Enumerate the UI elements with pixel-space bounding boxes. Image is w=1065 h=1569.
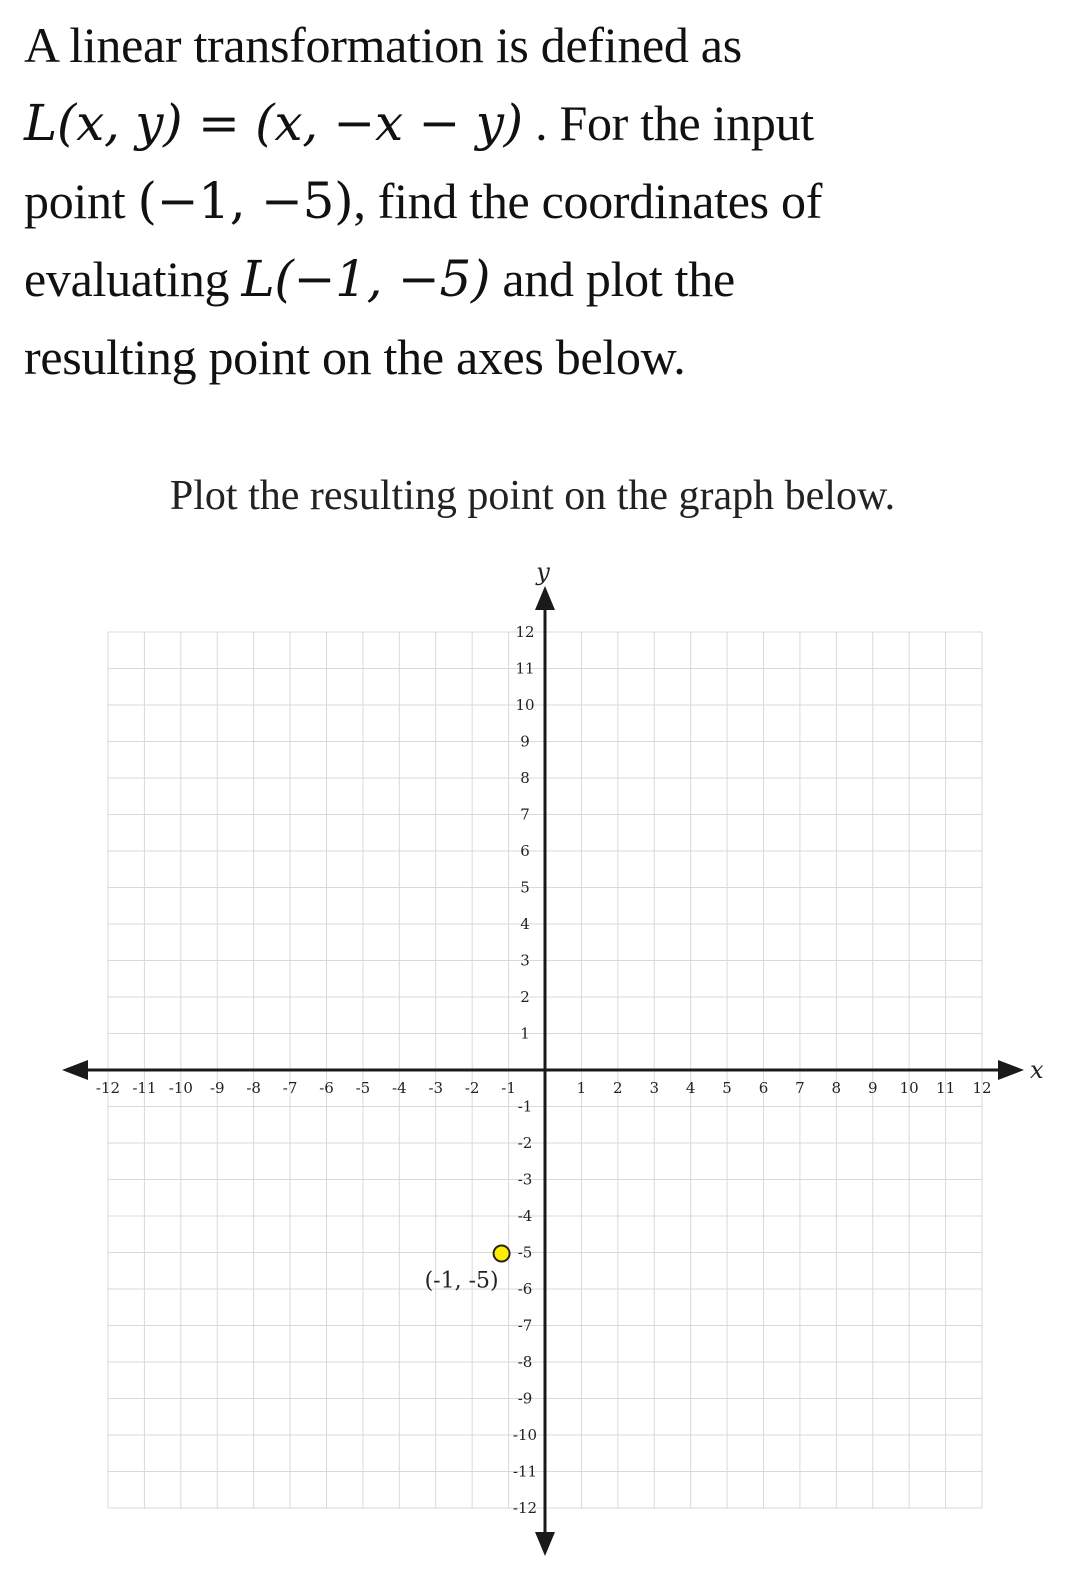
problem-line-4-text-a: evaluating xyxy=(24,251,242,307)
y-tick-label: 2 xyxy=(520,988,530,1006)
y-tick-label: -6 xyxy=(517,1280,533,1298)
x-tick-label: -11 xyxy=(132,1079,157,1097)
x-tick-label: -9 xyxy=(209,1079,225,1097)
y-tick-label: 11 xyxy=(515,659,535,678)
x-tick-label: 11 xyxy=(936,1079,956,1097)
y-tick-label: -3 xyxy=(517,1170,533,1189)
problem-line-5: resulting point on the axes below. xyxy=(24,329,686,385)
plotted-point[interactable] xyxy=(494,1246,510,1262)
x-tick-label: 12 xyxy=(972,1079,992,1097)
y-tick-label: -4 xyxy=(517,1207,533,1225)
x-tick-label: 10 xyxy=(899,1079,919,1097)
x-tick-label: -6 xyxy=(319,1079,334,1097)
y-tick-label: 10 xyxy=(515,696,535,714)
x-tick-label: -5 xyxy=(355,1079,371,1097)
coordinate-graph[interactable] xyxy=(0,550,1065,1569)
x-tick-label: 8 xyxy=(831,1079,842,1097)
problem-line-1: A linear transformation is defined as xyxy=(24,17,742,73)
y-tick-label: 1 xyxy=(520,1024,530,1043)
plot-instruction: Plot the resulting point on the graph below. xyxy=(169,473,896,519)
problem-line-3-text-a: point xyxy=(24,173,138,229)
y-tick-label: 4 xyxy=(520,915,530,933)
x-axis-left-arrow-icon xyxy=(62,1060,88,1080)
x-tick-label: -7 xyxy=(282,1079,298,1097)
axes xyxy=(62,558,1044,1556)
y-tick-label: 9 xyxy=(520,732,530,751)
y-tick-label: -9 xyxy=(517,1389,533,1408)
problem-line-4 xyxy=(24,240,1034,318)
plotted-point-label: (-1, -5) xyxy=(424,1268,499,1294)
y-tick-label: -12 xyxy=(512,1499,538,1517)
y-tick-label: 6 xyxy=(520,842,530,860)
problem-line-2 xyxy=(24,84,1034,162)
problem-line-2-text: . For the input xyxy=(522,95,814,151)
y-tick-label: -2 xyxy=(517,1134,533,1152)
problem-line-3-text-b: , find the coordinates of xyxy=(353,173,823,229)
x-tick-label: -4 xyxy=(392,1079,407,1097)
x-tick-label: 6 xyxy=(758,1079,769,1097)
y-tick-label: 3 xyxy=(520,951,530,970)
problem-statement xyxy=(24,6,1034,396)
problem-line-4-text-b: and plot the xyxy=(490,251,735,307)
x-tick-label: -1 xyxy=(501,1079,516,1097)
x-tick-label: 2 xyxy=(613,1079,623,1097)
x-tick-label: -8 xyxy=(246,1079,261,1097)
y-axis-down-arrow-icon xyxy=(535,1532,555,1556)
y-tick-label: 8 xyxy=(520,769,530,787)
function-definition-rhs: (x, −x − y) xyxy=(255,94,523,152)
x-tick-label: 1 xyxy=(576,1079,587,1097)
x-tick-label: 9 xyxy=(867,1079,878,1097)
x-tick-label: -2 xyxy=(464,1079,480,1097)
x-axis-label: x xyxy=(1030,1056,1044,1084)
y-tick-label: -10 xyxy=(512,1426,538,1444)
y-tick-label: 5 xyxy=(520,878,530,897)
x-tick-label: -10 xyxy=(168,1079,193,1097)
y-tick-label: -11 xyxy=(512,1462,538,1481)
y-tick-label: -1 xyxy=(517,1097,533,1116)
y-tick-label: -7 xyxy=(517,1316,533,1335)
x-tick-label: 3 xyxy=(649,1079,660,1097)
y-tick-label: 12 xyxy=(515,623,535,641)
problem-line-3 xyxy=(24,162,1034,240)
function-definition-lhs: L(x, y) = xyxy=(24,94,256,152)
x-tick-label: 4 xyxy=(685,1079,696,1097)
x-axis-right-arrow-icon xyxy=(998,1060,1024,1080)
input-point: (−1, −5) xyxy=(137,172,354,230)
x-tick-label: 5 xyxy=(722,1079,732,1097)
x-tick-label: 7 xyxy=(795,1079,805,1097)
y-tick-label: 7 xyxy=(520,805,530,824)
x-tick-label: -3 xyxy=(428,1079,444,1097)
y-axis-label: y xyxy=(536,558,550,586)
evaluation-expression: L(−1, −5) xyxy=(241,250,491,308)
y-axis-up-arrow-icon xyxy=(535,586,555,610)
y-tick-label: -8 xyxy=(517,1353,533,1371)
y-tick-label: -5 xyxy=(517,1243,533,1262)
x-tick-label: -12 xyxy=(95,1079,121,1097)
